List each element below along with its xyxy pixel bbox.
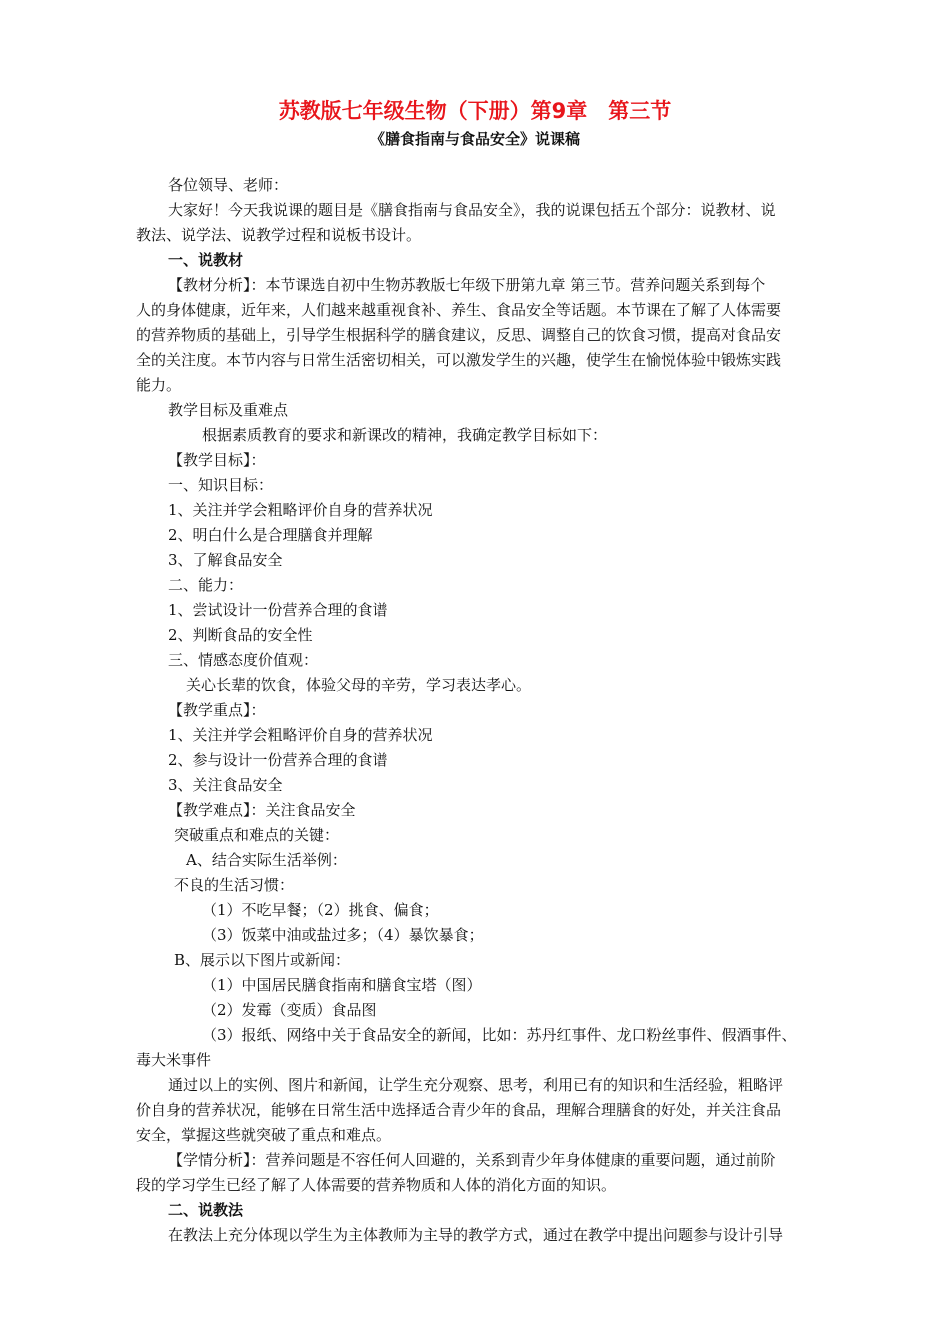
list-item: 2、明白什么是合理膳食并理解 (168, 526, 373, 544)
list-heading: 三、情感态度价值观： (168, 651, 319, 669)
list-item: 1、关注并学会粗略评价自身的营养状况 (168, 726, 433, 744)
subheading: 【教学重点】： (168, 701, 266, 719)
section-heading: 一、说教材 (168, 251, 244, 269)
list-item: 3、关注食品安全 (168, 776, 283, 794)
paragraph-line: 通过以上的实例、图片和新闻，让学生充分观察、思考，利用已有的知识和生活经验，粗略评 (168, 1076, 784, 1094)
list-item: （1）中国居民膳食指南和膳食宝塔（图） (202, 976, 482, 994)
paragraph-line: 的营养物质的基础上，引导学生根据科学的膳食建议，反思、调整自己的饮食习惯，提高对食品安 (136, 326, 782, 344)
paragraph-line: 不良的生活习惯： (174, 876, 295, 894)
list-item: 1、尝试设计一份营养合理的食谱 (168, 601, 388, 619)
list-item: 2、参与设计一份营养合理的食谱 (168, 751, 388, 769)
paragraph-line: 能力。 (136, 376, 182, 394)
list-heading: B、展示以下图片或新闻： (174, 951, 351, 969)
list-item: （3）报纸、网络中关于食品安全的新闻，比如：苏丹红事件、龙口粉丝事件、假酒事件、 (202, 1026, 797, 1044)
paragraph-line: 根据素质教育的要求和新课改的精神，我确定教学目标如下： (202, 426, 608, 444)
list-item: （1）不吃早餐；（2）挑食、偏食； (202, 901, 439, 919)
paragraph-line: 【学情分析】：营养问题是不容任何人回避的，关系到青少年身体健康的重要问题，通过前阶 (168, 1151, 776, 1169)
paragraph-line: 突破重点和难点的关键： (174, 826, 340, 844)
paragraph-line: 大家好！今天我说课的题目是《膳食指南与食品安全》，我的说课包括五个部分：说教材、说 (168, 201, 776, 219)
paragraph-line: 安全，掌握这些就突破了重点和难点。 (136, 1126, 392, 1144)
section-heading: 二、说教法 (168, 1201, 244, 1219)
list-item: 3、了解食品安全 (168, 551, 283, 569)
paragraph-line: 全的关注度。本节内容与日常生活密切相关，可以激发学生的兴趣，使学生在愉悦体验中锻炼实践 (136, 351, 782, 369)
document-body (136, 173, 860, 1248)
paragraph-line: 毒大米事件 (136, 1051, 212, 1069)
subheading: 【教学目标】： (168, 451, 266, 469)
paragraph-line: 【教材分析】：本节课选自初中生物苏教版七年级下册第九章 第三节。营养问题关系到每个 (168, 276, 766, 294)
paragraph-line: 在教法上充分体现以学生为主体教师为主导的教学方式，通过在教学中提出问题参与设计引导 (168, 1226, 784, 1244)
greeting: 各位领导、老师： (168, 176, 289, 194)
document-subtitle: 《膳食指南与食品安全》说课稿 (369, 130, 580, 148)
list-heading: A、结合实际生活举例： (186, 851, 347, 869)
subheading: 教学目标及重难点 (168, 401, 289, 419)
paragraph-line: 人的身体健康，近年来，人们越来越重视食补、养生、食品安全等话题。本节课在了解了人体需要 (136, 301, 782, 319)
list-item: （2）发霉（变质）食品图 (202, 1001, 377, 1019)
paragraph-line: 教法、说学法、说教学过程和说板书设计。 (136, 226, 422, 244)
list-item: 1、关注并学会粗略评价自身的营养状况 (168, 501, 433, 519)
list-heading: 二、能力： (168, 576, 244, 594)
paragraph-line: 关心长辈的饮食，体验父母的辛劳，学习表达孝心。 (186, 676, 532, 694)
subheading: 【教学难点】：关注食品安全 (168, 801, 356, 819)
list-item: 2、判断食品的安全性 (168, 626, 313, 644)
document-title: 苏教版七年级生物（下册）第9章 第三节 (278, 99, 672, 123)
list-item: （3）饭菜中油或盐过多；（4）暴饮暴食； (202, 926, 484, 944)
paragraph-line: 段的学习学生已经了解了人体需要的营养物质和人体的消化方面的知识。 (136, 1176, 617, 1194)
paragraph-line: 价自身的营养状况，能够在日常生活中选择适合青少年的食品，理解合理膳食的好处，并关注食品 (136, 1101, 782, 1119)
list-heading: 一、知识目标： (168, 476, 274, 494)
